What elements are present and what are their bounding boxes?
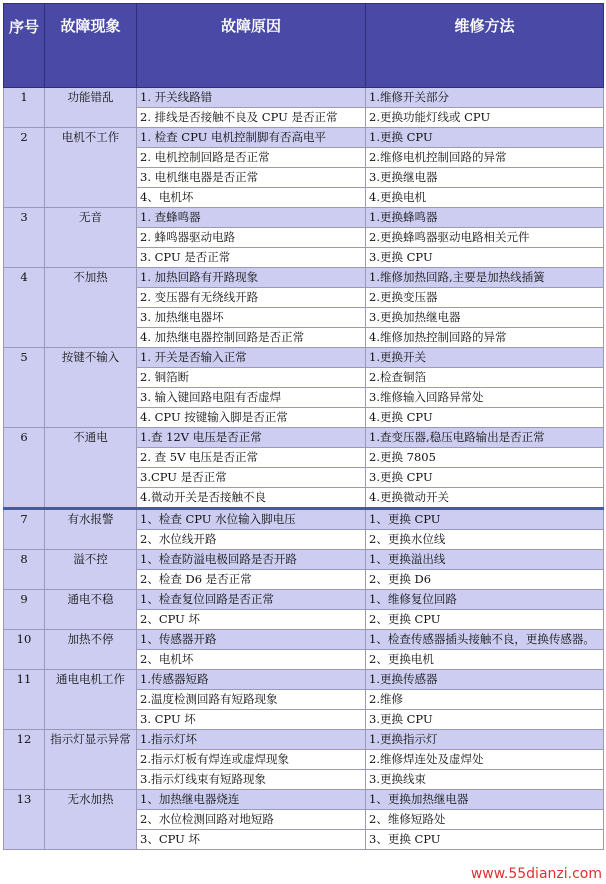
header-row <box>4 4 604 88</box>
fault-cause: 3. 加热继电器坏 <box>137 308 366 328</box>
fault-cause: 2.温度检测回路有短路现象 <box>137 690 366 710</box>
fault-cause: 1. 查蜂鸣器 <box>137 208 366 228</box>
repair-method: 3、更换 CPU <box>366 830 604 850</box>
table-row <box>4 128 604 148</box>
repair-method: 4.更换微动开关 <box>366 488 604 509</box>
fault-number: 9 <box>4 590 45 630</box>
fault-symptom: 不加热 <box>45 268 137 348</box>
table-row <box>4 348 604 368</box>
fault-number: 4 <box>4 268 45 348</box>
fault-symptom: 有水报警 <box>45 509 137 550</box>
fault-cause: 2、CPU 坏 <box>137 610 366 630</box>
table-row <box>4 208 604 228</box>
fault-number: 12 <box>4 730 45 790</box>
fault-cause: 4. CPU 按键输入脚是否正常 <box>137 408 366 428</box>
fault-cause: 2、电机坏 <box>137 650 366 670</box>
fault-cause: 2. 排线是否接触不良及 CPU 是否正常 <box>137 108 366 128</box>
header-cause: 故障原因 <box>137 4 366 88</box>
repair-method: 1、检查传感器插头接触不良，更换传感器。 <box>366 630 604 650</box>
fault-number: 1 <box>4 88 45 128</box>
fault-symptom: 加热不停 <box>45 630 137 670</box>
repair-method: 3.更换线束 <box>366 770 604 790</box>
fault-cause: 3. 输入键回路电阻有否虚焊 <box>137 388 366 408</box>
repair-method: 2、更换 CPU <box>366 610 604 630</box>
header-method: 维修方法 <box>366 4 604 88</box>
repair-method: 3.维修输入回路异常处 <box>366 388 604 408</box>
fault-symptom: 溢不控 <box>45 550 137 590</box>
repair-method: 2、更换水位线 <box>366 530 604 550</box>
repair-method: 1.更换开关 <box>366 348 604 368</box>
repair-method: 3.更换 CPU <box>366 710 604 730</box>
repair-method: 1.查变压器,稳压电路输出是否正常 <box>366 428 604 448</box>
repair-method: 2.更换蜂鸣器驱动电路相关元件 <box>366 228 604 248</box>
repair-method: 2.更换 7805 <box>366 448 604 468</box>
repair-method: 2.更换功能灯线或 CPU <box>366 108 604 128</box>
fault-number: 5 <box>4 348 45 428</box>
header-no: 序号 <box>4 4 45 88</box>
fault-cause: 1.查 12V 电压是否正常 <box>137 428 366 448</box>
table-row <box>4 428 604 448</box>
repair-method: 1.更换指示灯 <box>366 730 604 750</box>
fault-cause: 1、传感器开路 <box>137 630 366 650</box>
repair-method: 1.维修加热回路,主要是加热线插簧 <box>366 268 604 288</box>
fault-cause: 3.CPU 是否正常 <box>137 468 366 488</box>
repair-method: 1.更换 CPU <box>366 128 604 148</box>
fault-cause: 1、检查复位回路是否正常 <box>137 590 366 610</box>
repair-method: 4.更换 CPU <box>366 408 604 428</box>
table-row <box>4 509 604 530</box>
repair-method: 1.更换传感器 <box>366 670 604 690</box>
fault-cause: 2. 铜箔断 <box>137 368 366 388</box>
fault-cause: 2、水位检测回路对地短路 <box>137 810 366 830</box>
repair-method: 1、更换溢出线 <box>366 550 604 570</box>
fault-cause: 3.指示灯线束有短路现象 <box>137 770 366 790</box>
fault-symptom: 电机不工作 <box>45 128 137 208</box>
repair-method: 3.更换加热继电器 <box>366 308 604 328</box>
repair-method: 3.更换 CPU <box>366 248 604 268</box>
fault-number: 11 <box>4 670 45 730</box>
repair-method: 2.检查铜箔 <box>366 368 604 388</box>
table-row <box>4 268 604 288</box>
repair-method: 1.维修开关部分 <box>366 88 604 108</box>
fault-symptom: 通电电机工作 <box>45 670 137 730</box>
repair-method: 2.维修焊连处及虚焊处 <box>366 750 604 770</box>
fault-cause: 3. 电机继电器是否正常 <box>137 168 366 188</box>
fault-cause: 1、加热继电器烧连 <box>137 790 366 810</box>
fault-symptom: 通电不稳 <box>45 590 137 630</box>
fault-table-body <box>4 88 604 850</box>
fault-table <box>3 3 604 850</box>
fault-number: 7 <box>4 509 45 550</box>
fault-number: 10 <box>4 630 45 670</box>
fault-cause: 2、水位线开路 <box>137 530 366 550</box>
fault-symptom: 无水加热 <box>45 790 137 850</box>
fault-cause: 1. 开关是否输入正常 <box>137 348 366 368</box>
fault-cause: 2.指示灯板有焊连或虚焊现象 <box>137 750 366 770</box>
fault-symptom: 无音 <box>45 208 137 268</box>
table-row <box>4 88 604 108</box>
repair-method: 1、更换加热继电器 <box>366 790 604 810</box>
repair-method: 4.更换电机 <box>366 188 604 208</box>
repair-method: 2、更换 D6 <box>366 570 604 590</box>
fault-cause: 2. 查 5V 电压是否正常 <box>137 448 366 468</box>
fault-number: 6 <box>4 428 45 509</box>
repair-method: 1.更换蜂鸣器 <box>366 208 604 228</box>
repair-method: 1、更换 CPU <box>366 509 604 530</box>
fault-cause: 2. 电机控制回路是否正常 <box>137 148 366 168</box>
repair-method: 1、维修复位回路 <box>366 590 604 610</box>
fault-cause: 2. 蜂鸣器驱动电路 <box>137 228 366 248</box>
fault-cause: 1、检查 CPU 水位输入脚电压 <box>137 509 366 530</box>
fault-cause: 2. 变压器有无绕线开路 <box>137 288 366 308</box>
repair-method: 4.维修加热控制回路的异常 <box>366 328 604 348</box>
fault-symptom: 按键不输入 <box>45 348 137 428</box>
fault-cause: 1. 加热回路有开路现象 <box>137 268 366 288</box>
watermark: www.55dianzi.com <box>470 866 602 882</box>
fault-number: 3 <box>4 208 45 268</box>
fault-cause: 3、CPU 坏 <box>137 830 366 850</box>
fault-cause: 2、检查 D6 是否正常 <box>137 570 366 590</box>
table-row <box>4 550 604 570</box>
fault-cause: 4.微动开关是否接触不良 <box>137 488 366 509</box>
fault-number: 2 <box>4 128 45 208</box>
fault-cause: 3. CPU 是否正常 <box>137 248 366 268</box>
fault-cause: 3. CPU 坏 <box>137 710 366 730</box>
repair-method: 2、更换电机 <box>366 650 604 670</box>
fault-cause: 1.指示灯坏 <box>137 730 366 750</box>
fault-cause: 4. 加热继电器控制回路是否正常 <box>137 328 366 348</box>
fault-cause: 4、电机坏 <box>137 188 366 208</box>
fault-cause: 1. 开关线路错 <box>137 88 366 108</box>
repair-method: 3.更换继电器 <box>366 168 604 188</box>
repair-method: 2.维修电机控制回路的异常 <box>366 148 604 168</box>
header-symptom: 故障现象 <box>45 4 137 88</box>
repair-method: 3.更换 CPU <box>366 468 604 488</box>
fault-symptom: 不通电 <box>45 428 137 509</box>
fault-symptom: 功能错乱 <box>45 88 137 128</box>
fault-cause: 1. 检查 CPU 电机控制脚有否高电平 <box>137 128 366 148</box>
repair-method: 2、维修短路处 <box>366 810 604 830</box>
fault-cause: 1、检查防溢电极回路是否开路 <box>137 550 366 570</box>
fault-number: 8 <box>4 550 45 590</box>
repair-method: 2.更换变压器 <box>366 288 604 308</box>
table-row <box>4 630 604 650</box>
fault-number: 13 <box>4 790 45 850</box>
repair-method: 2.维修 <box>366 690 604 710</box>
table-row <box>4 670 604 690</box>
table-row <box>4 730 604 750</box>
table-row <box>4 590 604 610</box>
fault-cause: 1.传感器短路 <box>137 670 366 690</box>
fault-symptom: 指示灯显示异常 <box>45 730 137 790</box>
table-row <box>4 790 604 810</box>
